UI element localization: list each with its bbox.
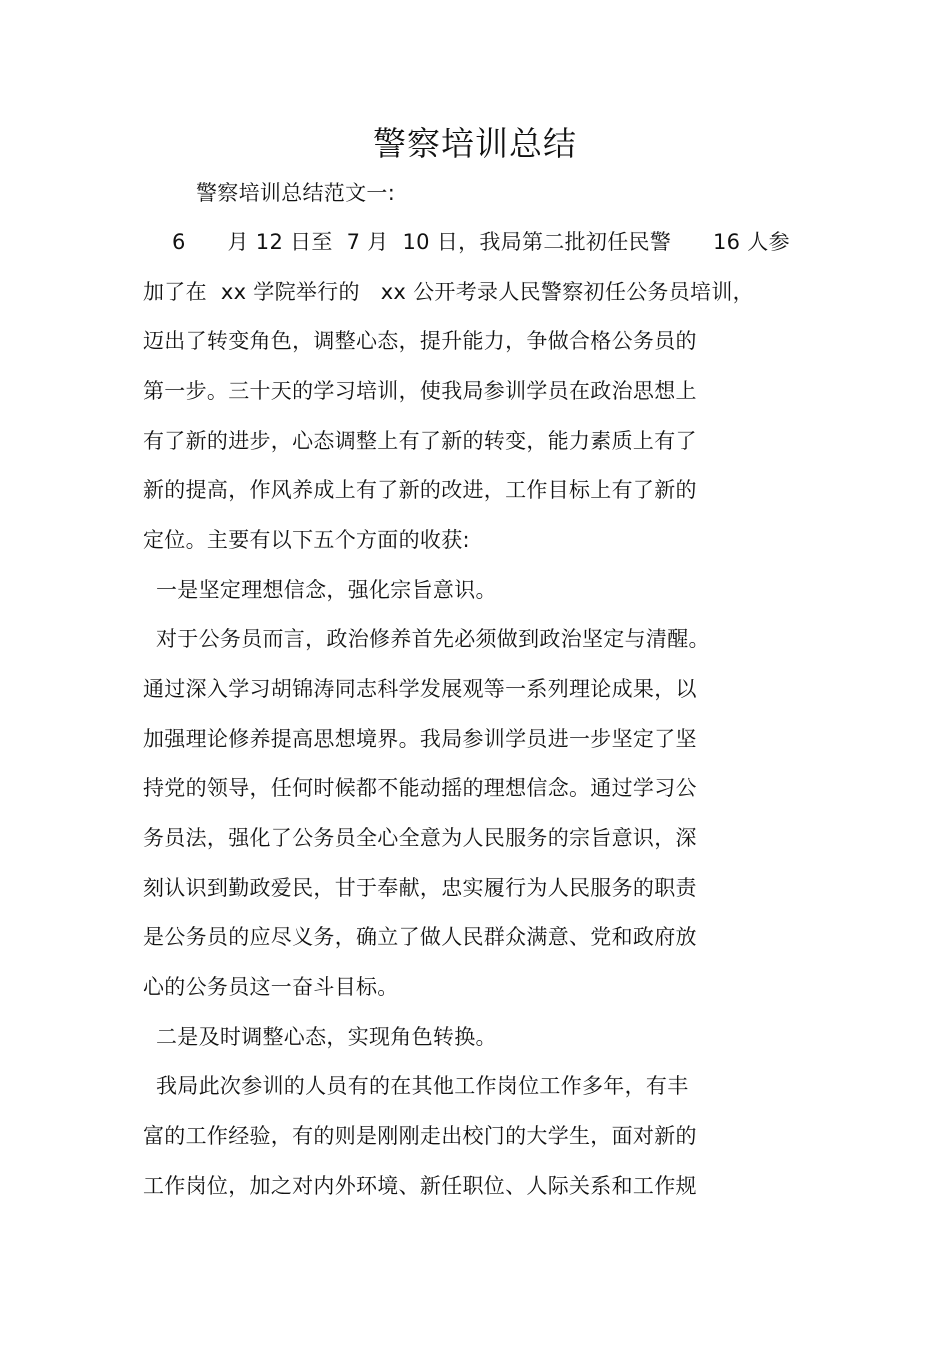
- section-heading: 二是及时调整心态，实现角色转换。: [156, 1025, 497, 1049]
- text-line: 富的工作经验，有的则是刚刚走出校门的大学生，面对新的: [143, 1124, 697, 1148]
- text-line: 迈出了转变角色，调整心态，提升能力，争做合格公务员的: [143, 329, 697, 353]
- text-line: 加强理论修养提高思想境界。我局参训学员进一步坚定了坚: [143, 727, 697, 751]
- text-line: 是公务员的应尽义务，确立了做人民群众满意、党和政府放: [143, 925, 697, 949]
- text-line: 有了新的进步，心态调整上有了新的转变，能力素质上有了: [143, 429, 697, 453]
- subtitle-line: 警察培训总结范文一:: [196, 181, 396, 205]
- text-line: 持党的领导，任何时候都不能动摇的理想信念。通过学习公: [143, 776, 697, 800]
- text-line: 加了在 xx 学院举行的 xx 公开考录人民警察初任公务员培训，: [143, 280, 754, 304]
- text-line: 务员法，强化了公务员全心全意为人民服务的宗旨意识，深: [143, 826, 697, 850]
- text-line: 6 月 12 日至 7 月 10 日，我局第二批初任民警 16 人参: [172, 230, 790, 254]
- text-line: 对于公务员而言，政治修养首先必须做到政治坚定与清醒。: [156, 627, 710, 651]
- text-line: 新的提高，作风养成上有了新的改进，工作目标上有了新的: [143, 478, 697, 502]
- page-title: 警察培训总结: [373, 124, 577, 163]
- text-line: 第一步。三十天的学习培训，使我局参训学员在政治思想上: [143, 379, 697, 403]
- text-line: 刻认识到勤政爱民，甘于奉献，忠实履行为人民服务的职责: [143, 876, 697, 900]
- text-line: 我局此次参训的人员有的在其他工作岗位工作多年，有丰: [156, 1074, 689, 1098]
- text-line: 定位。主要有以下五个方面的收获:: [143, 528, 470, 552]
- section-heading: 一是坚定理想信念，强化宗旨意识。: [156, 578, 497, 602]
- text-line: 工作岗位，加之对内外环境、新任职位、人际关系和工作规: [143, 1174, 697, 1198]
- text-line: 心的公务员这一奋斗目标。: [143, 975, 399, 999]
- text-line: 通过深入学习胡锦涛同志科学发展观等一系列理论成果，以: [143, 677, 697, 701]
